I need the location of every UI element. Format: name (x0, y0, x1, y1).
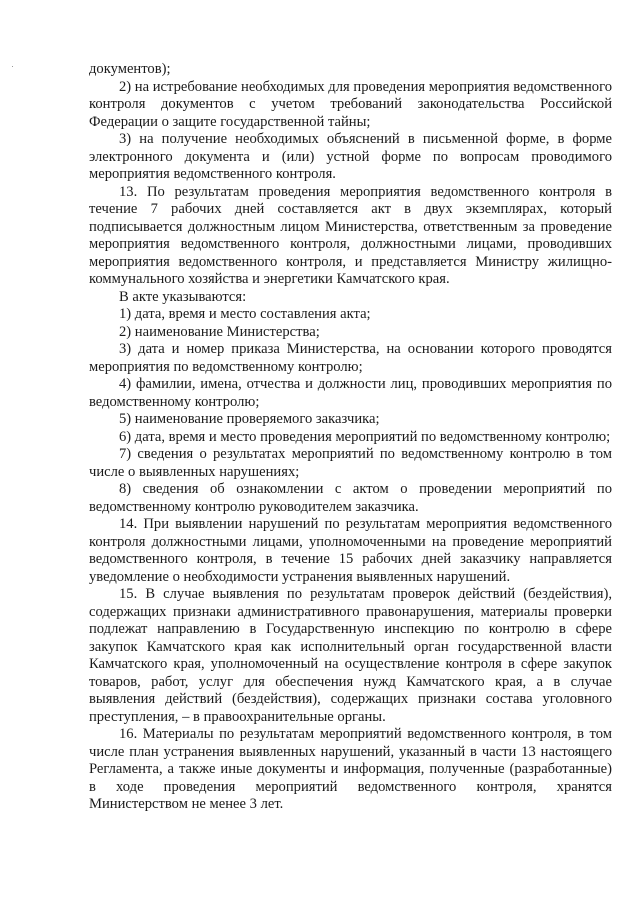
paragraph-13: 13. По результатам проведения мероприятия ведомственного контроля в течение 7 рабочих дней составляется акт в двух экземплярах, который подписывается должностным лицом Министерства, ответственным за проведение мероприятия ведомственного контроля, должностными лицами, проводивших мероприятия ведомственного контроля, и представляется Министру жилищно-коммунального хозяйства и энергетики Камчатского края. (89, 183, 612, 287)
act-item-5: 5) наименование проверяемого заказчика; (119, 411, 380, 427)
paragraph-item-3: 3) на получение необходимых объяснений в письменной форме, в форме электронного документа и (или) устной форме по вопросам проводимого мероприятия ведомственного контроля. (89, 131, 612, 182)
act-item-8: 8) сведения об ознакомлении с актом о проведении мероприятий по ведомственному контролю руководителем заказчика. (89, 481, 612, 515)
act-item-3: 3) дата и номер приказа Министерства, на основании которого проводятся мероприятия по ведомственному контролю; (89, 341, 612, 375)
scan-speck (12, 66, 13, 67)
act-item-6: 6) дата, время и место проведения мероприятий по ведомственному контролю; (119, 428, 611, 445)
paragraph-continuation: документов); (89, 61, 171, 77)
document-page (89, 61, 612, 814)
act-item-7: 7) сведения о результатах мероприятий по ведомственному контролю в том числе о выявленных нарушениях; (89, 446, 612, 480)
paragraph-item-2: 2) на истребование необходимых для проведения мероприятия ведомственного контроля документов с учетом требований законодательства Российской Федерации о защите государственной тайны; (89, 78, 612, 130)
act-item-2: 2) наименование Министерства; (119, 323, 320, 340)
paragraph-14: 14. При выявлении нарушений по результатам мероприятия ведомственного контроля должностными лицами, уполномоченными на проведение мероприятий ведомственного контроля, в течение 15 рабочих дней заказчику направляется уведомление о необходимости устранения выявленных нарушений. (89, 516, 612, 585)
act-item-4: 4) фамилии, имена, отчества и должности лиц, проводивших мероприятия по ведомственному контролю; (89, 376, 612, 410)
act-item-1: 1) дата, время и место составления акта; (119, 306, 371, 322)
paragraph-15: 15. В случае выявления по результатам проверок действий (бездействия), содержащих признаки административного правонарушения, материалы проверки подлежат направлению в Государственную инспекцию по контролю в сфере закупок Камчатского края как исполнительный орган государственной власти Камчатского края, уполномоченный на осуществление контроля в сфере закупок товаров, работ, услуг для обеспечения нужд Камчатского края, а в случае выявления действий (бездействия), содержащих признаки состава уголовного преступления, – в правоохранительные органы. (89, 586, 612, 725)
paragraph-act-intro: В акте указываются: (119, 288, 247, 305)
paragraph-16: 16. Материалы по результатам мероприятий ведомственного контроля, в том числе план устранения выявленных нарушений, указанный в части 13 настоящего Регламента, а также иные документы и информация, полученные (разработанные) в ходе проведения мероприятий ведомственного контроля, хранятся Министерством не менее 3 лет. (89, 726, 612, 812)
